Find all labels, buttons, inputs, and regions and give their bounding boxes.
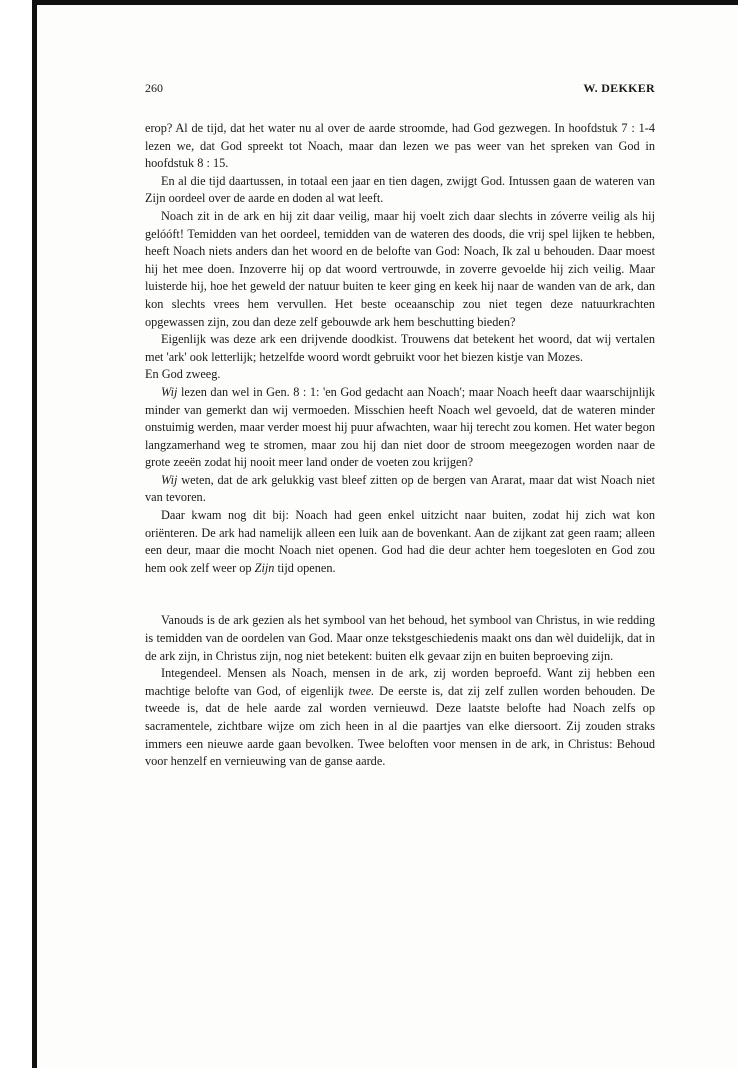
paragraph-10 — [145, 665, 655, 771]
paragraph-9 — [145, 612, 655, 665]
paragraph-text: weten, dat de ark gelukkig vast bleef zitten op de bergen van Ararat, maar dat wist Noach niet van tevoren. — [145, 472, 655, 505]
paragraph-text: lezen dan wel in Gen. 8 : 1: 'en God gedacht aan Noach'; maar Noach heeft daar waarschijnlijk minder van gemerkt dan wij vermoeden. Misschien heeft Noach wel gevoeld, dat de wateren minder onstuimig werden, maar verder moest hij puur afwachten, waar hij terecht zou komen. Het water begon langzamerhand weg te stromen, maar zou hij dan niet door de stroom meegezogen worden naar de grote zeeën zodat hij nooit meer land onder de voeten zou krijgen? — [145, 384, 655, 470]
paragraph-2 — [145, 173, 655, 208]
running-head-author: W. DEKKER — [583, 81, 655, 95]
paragraph-8 — [145, 507, 655, 577]
paragraph-text: Noach zit in de ark en hij zit daar veilig, maar hij voelt zich daar slechts in zóverre veilig als hij gelóóft! Temidden van het oordeel, temidden van de wateren des doods, die vrij spel lijken te hebben, heeft Noach niets anders dan het woord en de belofte van God: Noach, Ik zal u behouden. Daar moest hij het mee doen. Inzoverre hij op dat woord vertrouwde, in zoverre gevoelde hij zich veilig. Maar luisterde hij, hoe het geweld der natuur buiten te keer ging en keek hij naar de wanden van de ark, dan kon slechts vrees hem vervullen. Het beste oceaanschip zou niet tegen deze natuurkrachten opgewassen zijn, zou dan deze zelf gebouwde ark hem beschutting bieden? — [145, 208, 655, 329]
emphasis-text: twee. — [348, 683, 375, 698]
paragraph-text: De eerste is, dat zij zelf zullen worden behouden. De tweede is, dat de hele aarde zal worden vernieuwd. Deze laatste belofte had Noach zelfs op sacramentele, zichtbare wijze om zich heen in al die paartjes van elke diersoort. Zij zouden straks immers een nieuwe aarde gaan bevolken. Twee beloften voor mensen in de ark, in Christus: Behoud voor henzelf en vernieuwing van de ganse aarde. — [145, 683, 655, 769]
body-text — [145, 120, 655, 771]
section-break — [145, 577, 655, 612]
paragraph-text: Eigenlijk was deze ark een drijvende doodkist. Trouwens dat betekent het woord, dat wij vertalen met 'ark' ook letterlijk; hetzelfde woord wordt gebruikt voor het biezen kistje van Mozes. — [145, 332, 655, 364]
paragraph-text: tijd openen. — [274, 560, 336, 575]
page-header — [145, 81, 655, 99]
paragraph-text: Vanouds is de ark gezien als het symbool van het behoud, het symbool van Christus, in wie redding is temidden van de oordelen van God. Maar onze tekstgeschiedenis maakt ons dan wèl duidelijk, dat in de ark zijn, in Christus zijn, nog niet betekent: buiten elk gevaar zijn en buiten beproeving zijn. — [145, 613, 655, 663]
paragraph-6 — [145, 384, 655, 472]
emphasis-text: Wij — [161, 472, 178, 487]
paragraph-text: erop? Al de tijd, dat het water nu al over de aarde stroomde, had God gezwegen. In hoofdstuk 7 : 1-4 lezen we, dat God spreekt tot Noach, maar dan lezen we pas weer van het spreken van God in hoofdstuk 8 : 15. — [145, 121, 655, 171]
paragraph-text: Integendeel. Mensen als Noach, mensen in de ark, zij worden beproefd. Want zij hebben een machtige belofte van God, of eigenlijk — [145, 666, 655, 698]
paragraph-3 — [145, 208, 655, 331]
paragraph-text: Daar kwam nog dit bij: Noach had geen enkel uitzicht naar buiten, zodat hij zich wat kon oriënteren. De ark had namelijk alleen een luik aan de bovenkant. Aan de zijkant zat geen raam; alleen een deur, maar die mocht Noach niet openen. God had die deur achter hem toegesloten en God zou hem ook zelf weer op — [145, 508, 655, 575]
emphasis-text: Wij — [161, 384, 178, 399]
paragraph-text: En God zweeg. — [145, 367, 221, 382]
paragraph-7 — [145, 472, 655, 507]
paragraph-1 — [145, 120, 655, 173]
page-number: 260 — [145, 81, 163, 95]
paragraph-text: En al die tijd daartussen, in totaal een jaar en tien dagen, zwijgt God. Intussen gaan de wateren van Zijn oordeel over de aarde en doden al wat leeft. — [145, 173, 655, 206]
emphasis-text: Zijn — [254, 560, 275, 575]
paragraph-5 — [145, 366, 655, 384]
paragraph-4 — [145, 331, 655, 366]
